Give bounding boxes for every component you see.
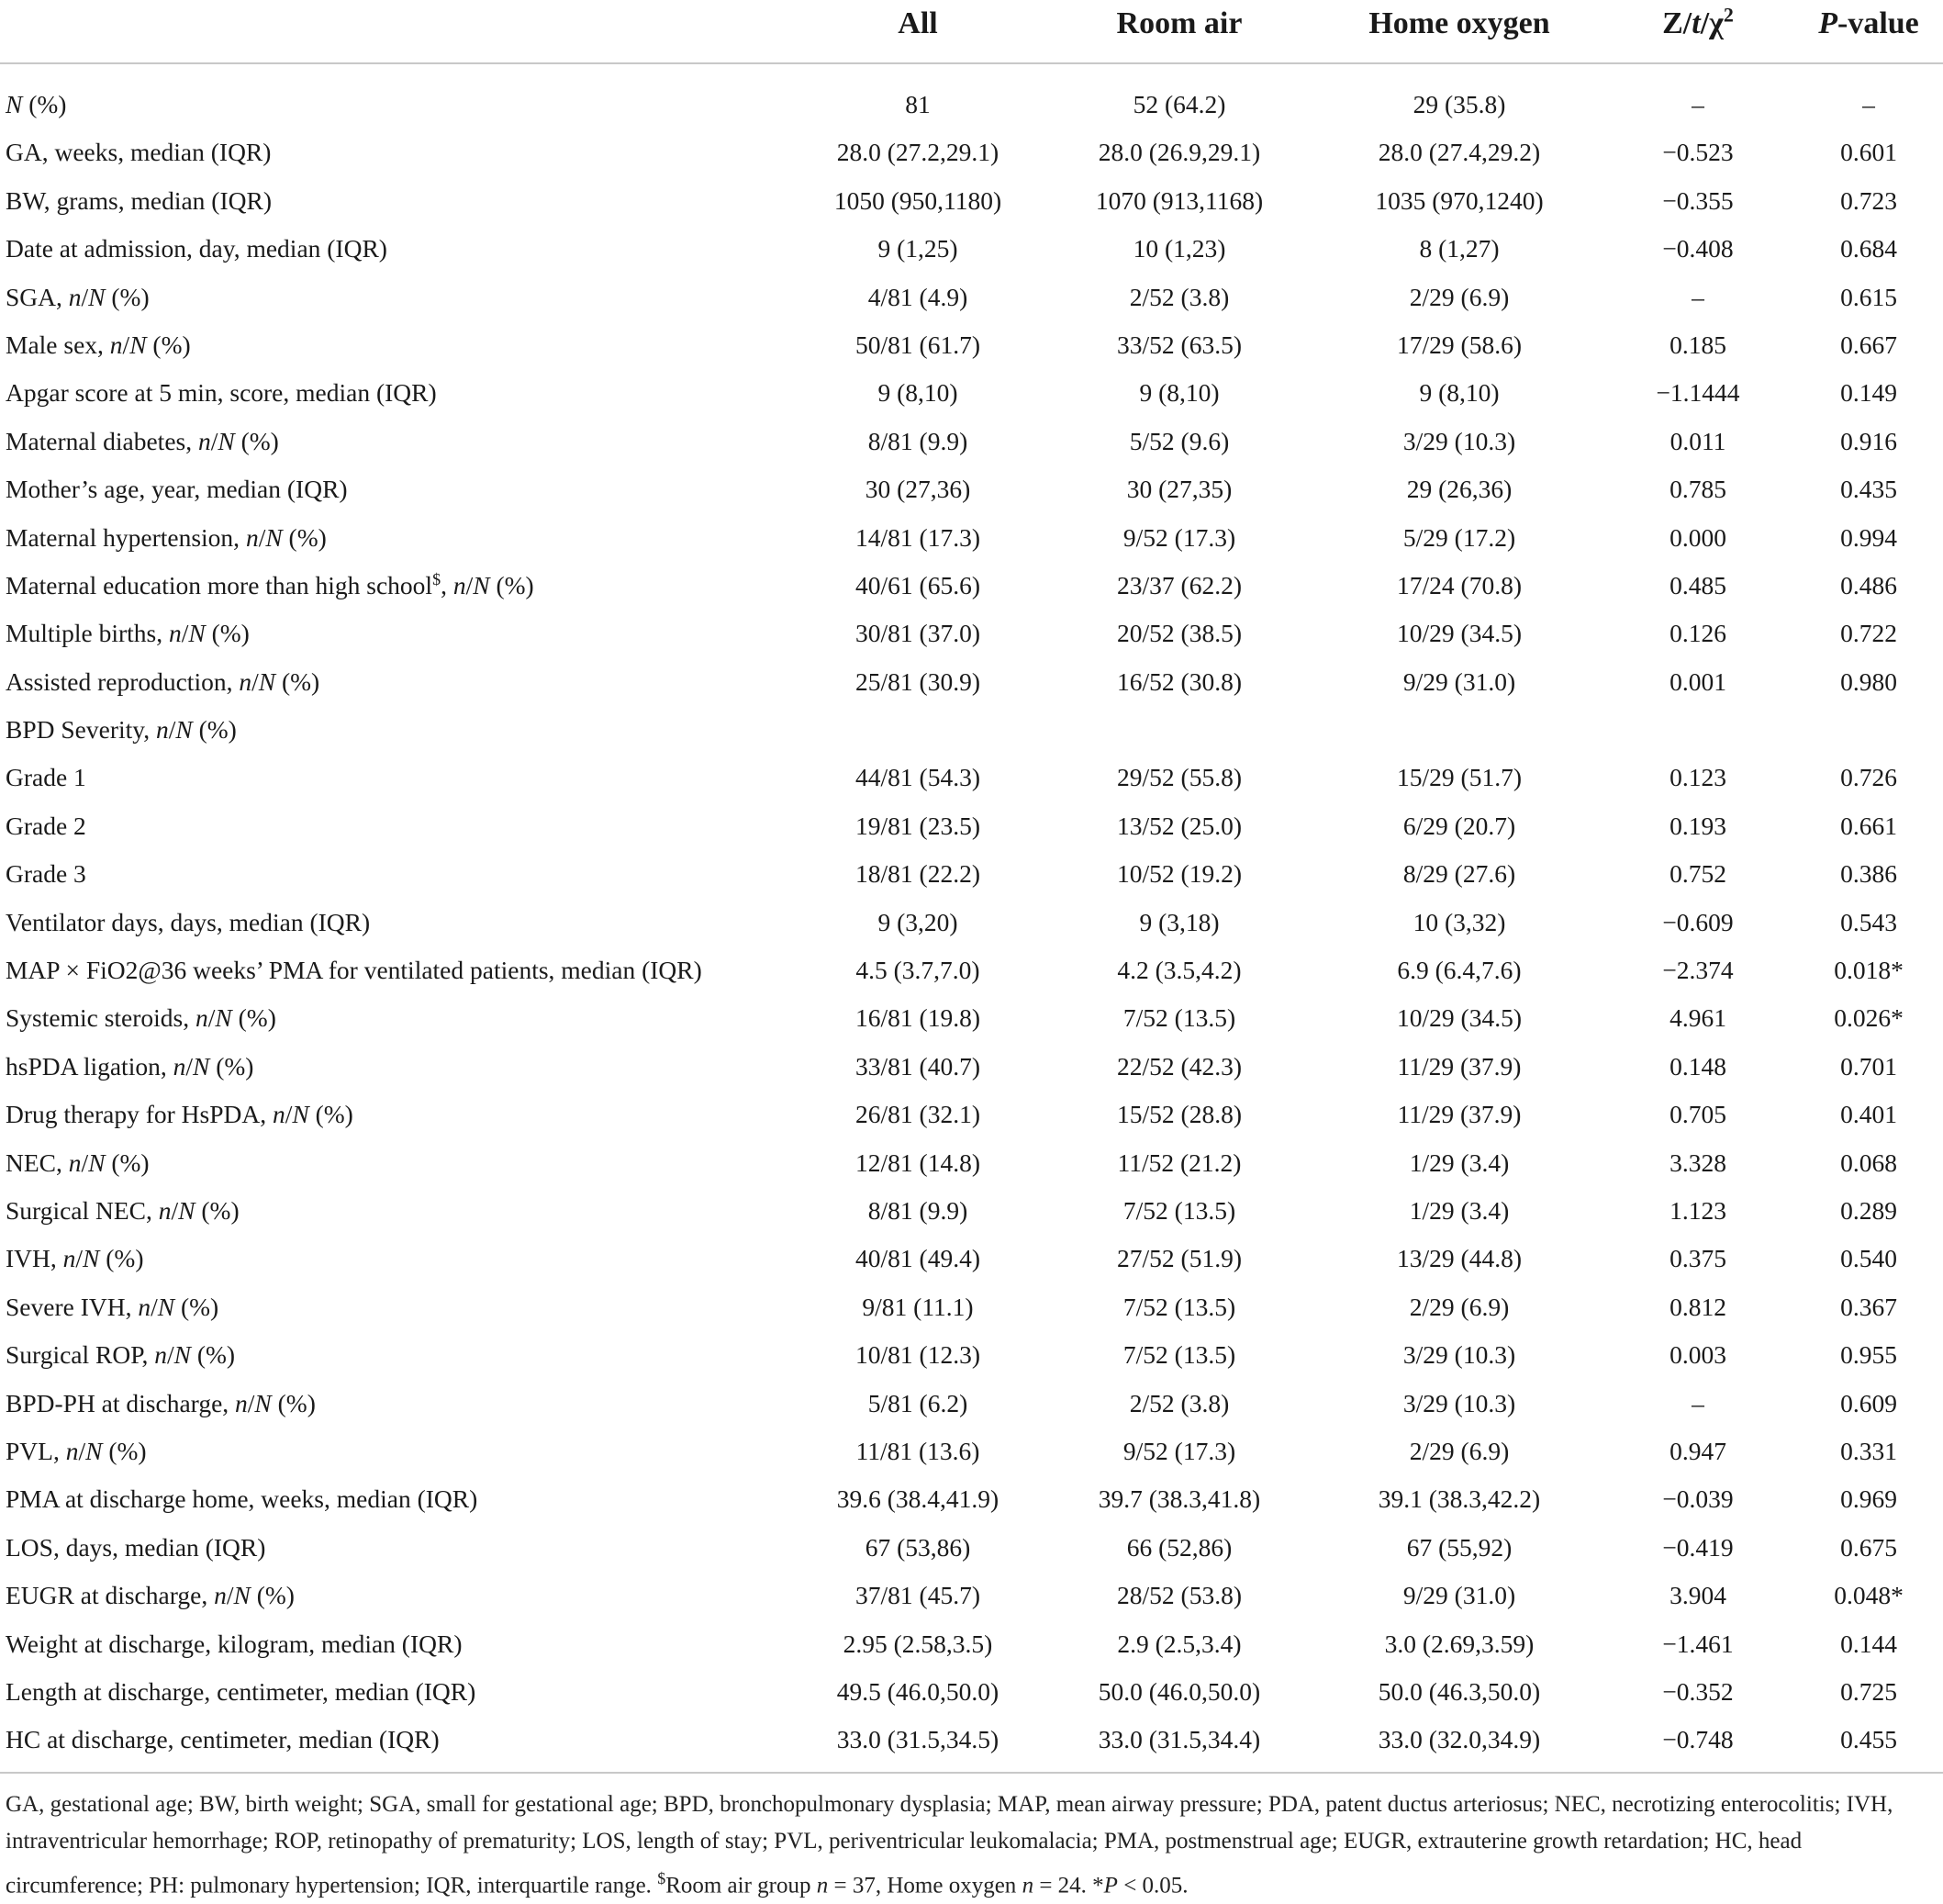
row-label: BPD Severity, n/N (%) [6,715,237,745]
header-stat-sup: 2 [1723,3,1734,27]
cell-home-oxygen: 8 (1,27) [1419,234,1500,263]
cell-statistic: −0.355 [1662,185,1734,215]
row-label: Maternal education more than high school$, n/N (%) [6,569,534,599]
cell-p-value: 0.435 [1840,475,1897,504]
row-label: Drug therapy for HsPDA, n/N (%) [6,1100,353,1129]
cell-home-oxygen: 1035 (970,1240) [1375,185,1544,215]
cell-all: 30/81 (37.0) [855,619,980,648]
cell-home-oxygen: 33.0 (32.0,34.9) [1378,1725,1541,1754]
cell-room-air: 7/52 (13.5) [1122,1340,1236,1370]
table-row [0,1572,1943,1619]
cell-home-oxygen: 67 (55,92) [1406,1532,1513,1562]
cell-statistic: 0.485 [1669,570,1726,599]
cell-statistic: −0.419 [1662,1532,1734,1562]
cell-statistic: −0.609 [1662,907,1734,936]
cell-all: 5/81 (6.2) [867,1388,968,1417]
cell-p-value: 0.675 [1840,1532,1897,1562]
table-row [0,1043,1943,1091]
cell-p-value: 0.386 [1840,859,1897,889]
cell-room-air: 11/52 (21.2) [1117,1148,1242,1177]
row-label: Maternal diabetes, n/N (%) [6,426,279,455]
cell-p-value: 0.144 [1840,1629,1897,1658]
cell-all: 50/81 (61.7) [855,330,980,359]
table-row [0,418,1943,465]
table-row [0,321,1943,369]
cell-room-air: 28/52 (53.8) [1117,1581,1242,1610]
table-row [0,1091,1943,1138]
cell-p-value: 0.540 [1840,1244,1897,1273]
cell-all: 67 (53,86) [865,1532,971,1562]
header-stat-t: t [1692,6,1701,40]
row-label: MAP × FiO2@36 weeks’ PMA for ventilated patients, median (IQR) [6,956,702,985]
table-row [0,1428,1943,1475]
table-row [0,369,1943,417]
cell-p-value: 0.331 [1840,1436,1897,1465]
header-stat-chi: /χ [1700,6,1724,40]
cell-home-oxygen: 5/29 (17.2) [1402,522,1516,552]
cell-room-air: 27/52 (51.9) [1117,1244,1242,1273]
cell-all: 9 (8,10) [877,378,958,408]
cell-statistic: 0.003 [1669,1340,1726,1370]
table-row [0,850,1943,898]
cell-home-oxygen: 17/29 (58.6) [1397,330,1522,359]
cell-home-oxygen: 11/29 (37.9) [1397,1100,1522,1129]
cell-room-air: 22/52 (42.3) [1117,1051,1242,1081]
cell-room-air: 10/52 (19.2) [1117,859,1242,889]
cell-statistic: −0.352 [1662,1676,1734,1706]
cell-statistic: 0.785 [1669,475,1726,504]
cell-room-air: 7/52 (13.5) [1122,1195,1236,1225]
cell-room-air: 10 (1,23) [1133,234,1226,263]
cell-room-air: 9 (3,18) [1139,907,1220,936]
cell-home-oxygen [1326,706,1592,754]
cell-all: 49.5 (46.0,50.0) [836,1676,999,1706]
header-statistic [1602,0,1794,48]
cell-home-oxygen: 28.0 (27.4,29.2) [1378,138,1541,167]
cell-statistic: 4.961 [1669,1003,1726,1033]
cell-p-value: 0.615 [1840,282,1897,311]
table-row [0,1668,1943,1716]
cell-statistic: −0.523 [1662,138,1734,167]
cell-room-air: 52 (64.2) [1133,90,1226,118]
cell-statistic: 0.123 [1669,763,1726,792]
table-row [0,514,1943,562]
cell-all: 39.6 (38.4,41.9) [836,1484,999,1514]
cell-room-air: 30 (27,35) [1126,475,1233,504]
cell-home-oxygen: 6.9 (6.4,7.6) [1397,956,1522,985]
table-row [0,658,1943,706]
cell-p-value: 0.018* [1834,956,1904,985]
cell-p-value: 0.722 [1840,619,1897,648]
cell-statistic: 0.752 [1669,859,1726,889]
cell-all: 2.95 (2.58,3.5) [843,1629,993,1658]
cell-statistic: – [1692,282,1704,311]
cell-all: 81 [905,90,931,118]
row-label: Ventilator days, days, median (IQR) [6,907,371,936]
cell-room-air [1051,706,1308,754]
cell-home-oxygen: 1/29 (3.4) [1409,1195,1510,1225]
cell-home-oxygen: 10/29 (34.5) [1397,1003,1522,1033]
footnote-text-1: GA, gestational age; BW, birth weight; SGA, small for gestational age; BPD, bronchopulmonary dysplasia; MAP, mean airway pressure; PDA, patent ductus arteriosus; NEC, necrotizing enterocolitis; IVH, intraventricular hemorrhage; ROP, retinopathy of prematurity; LOS, length of stay; PVL, periventricular leukomalacia; PMA, postmenstrual age; EUGR, extrauterine growth retardation; HC, head circumference; PH: pulmonary hypertension; IQR, interquartile range. [6,1792,1893,1898]
row-label: PVL, n/N (%) [6,1436,147,1465]
cell-all: 11/81 (13.6) [855,1436,980,1465]
cell-room-air: 9 (8,10) [1139,378,1220,408]
cell-all: 4.5 (3.7,7.0) [855,956,980,985]
cell-room-air: 2.9 (2.5,3.4) [1117,1629,1242,1658]
cell-home-oxygen: 8/29 (27.6) [1402,859,1516,889]
cell-all: 40/61 (65.6) [855,570,980,599]
table-row [0,465,1943,513]
cell-room-air: 23/37 (62.2) [1117,570,1242,599]
table-row [0,1187,1943,1235]
row-label: Systemic steroids, n/N (%) [6,1003,276,1033]
row-label: Mother’s age, year, median (IQR) [6,475,348,504]
cell-statistic: – [1692,1388,1704,1417]
cell-room-air: 2/52 (3.8) [1129,282,1230,311]
row-label: SGA, n/N (%) [6,282,150,311]
cell-p-value: 0.684 [1840,234,1897,263]
cell-room-air: 9/52 (17.3) [1122,1436,1236,1465]
row-label: Grade 2 [6,811,86,840]
cell-home-oxygen: 50.0 (46.3,50.0) [1378,1676,1541,1706]
cell-room-air: 20/52 (38.5) [1117,619,1242,648]
cell-room-air: 50.0 (46.0,50.0) [1098,1676,1261,1706]
row-label: EUGR at discharge, n/N (%) [6,1581,295,1610]
table-body [0,81,1943,1764]
cell-home-oxygen: 3/29 (10.3) [1402,1340,1516,1370]
footnote-p: P [1103,1873,1118,1898]
cell-room-air: 1070 (913,1168) [1095,185,1264,215]
cell-statistic: 0.000 [1669,522,1726,552]
cell-p-value: – [1862,90,1875,118]
cell-all: 19/81 (23.5) [855,811,980,840]
cell-room-air: 9/52 (17.3) [1122,522,1236,552]
footnote-text-3: = 37, Home oxygen [828,1873,1022,1898]
cell-p-value: 0.289 [1840,1195,1897,1225]
row-label: Maternal hypertension, n/N (%) [6,522,327,552]
cell-statistic: −0.408 [1662,234,1734,263]
cell-statistic: −0.039 [1662,1484,1734,1514]
table-row [0,946,1943,994]
cell-statistic: 0.812 [1669,1292,1726,1321]
cell-statistic [1602,706,1794,754]
footnote-text-4: = 24. * [1033,1873,1104,1898]
table-row [0,225,1943,273]
cell-all: 4/81 (4.9) [867,282,968,311]
cell-p-value: 0.601 [1840,138,1897,167]
row-label: LOS, days, median (IQR) [6,1532,266,1562]
cell-all: 9/81 (11.1) [862,1292,974,1321]
cell-p-value: 0.723 [1840,185,1897,215]
cell-home-oxygen: 2/29 (6.9) [1409,282,1510,311]
row-label: Grade 3 [6,859,86,889]
header-room-air: Room air [1116,6,1243,40]
header-home-oxygen: Home oxygen [1368,6,1550,40]
cell-home-oxygen: 17/24 (70.8) [1397,570,1522,599]
row-label: Grade 1 [6,763,86,792]
cell-all: 10/81 (12.3) [855,1340,980,1370]
cell-all: 30 (27,36) [865,475,971,504]
cell-p-value: 0.994 [1840,522,1897,552]
footnote-text-2: Room air group [665,1873,817,1898]
cell-home-oxygen: 2/29 (6.9) [1409,1292,1510,1321]
cell-all: 18/81 (22.2) [855,859,980,889]
cell-home-oxygen: 10/29 (34.5) [1397,619,1522,648]
cell-statistic: 0.001 [1669,666,1726,696]
cell-room-air: 7/52 (13.5) [1122,1292,1236,1321]
cell-room-air: 29/52 (55.8) [1117,763,1242,792]
table-row [0,994,1943,1042]
cell-statistic: 0.193 [1669,811,1726,840]
cell-home-oxygen: 29 (26,36) [1406,475,1513,504]
header-all: All [898,6,938,40]
cell-p-value: 0.149 [1840,378,1897,408]
cell-statistic: 0.947 [1669,1436,1726,1465]
cell-room-air: 15/52 (28.8) [1117,1100,1242,1129]
cell-home-oxygen: 10 (3,32) [1413,907,1506,936]
table-row [0,1235,1943,1282]
cell-statistic: 0.148 [1669,1051,1726,1081]
row-label: PMA at discharge home, weeks, median (IQR) [6,1484,478,1514]
cell-statistic: 3.328 [1669,1148,1726,1177]
cell-home-oxygen: 15/29 (51.7) [1397,763,1522,792]
table-row [0,177,1943,225]
row-label: Multiple births, n/N (%) [6,619,250,648]
cell-p-value: 0.725 [1840,1676,1897,1706]
cell-statistic: −1.1444 [1656,378,1740,408]
footnote-n2: n [1022,1873,1034,1898]
table-row [0,706,1943,754]
cell-p-value: 0.701 [1840,1051,1897,1081]
footnote-sup: $ [657,1869,666,1887]
cell-all: 16/81 (19.8) [855,1003,980,1033]
cell-statistic: 0.185 [1669,330,1726,359]
cell-home-oxygen: 9/29 (31.0) [1402,666,1516,696]
cell-p-value: 0.048* [1834,1581,1904,1610]
cell-p-value: 0.609 [1840,1388,1897,1417]
table-row [0,1620,1943,1668]
cell-room-air: 39.7 (38.3,41.8) [1098,1484,1261,1514]
cell-all: 1050 (950,1180) [833,185,1002,215]
cell-p-value: 0.667 [1840,330,1897,359]
cell-all: 33/81 (40.7) [855,1051,980,1081]
cell-home-oxygen: 2/29 (6.9) [1409,1436,1510,1465]
row-label: HC at discharge, centimeter, median (IQR) [6,1725,440,1754]
cell-all: 40/81 (49.4) [855,1244,980,1273]
cell-home-oxygen: 39.1 (38.3,42.2) [1378,1484,1541,1514]
row-label: GA, weeks, median (IQR) [6,138,272,167]
table-row [0,1331,1943,1379]
row-label: Assisted reproduction, n/N (%) [6,666,320,696]
cell-room-air: 4.2 (3.5,4.2) [1117,956,1242,985]
cell-statistic: −0.748 [1662,1725,1734,1754]
footnote-text-5: < 0.05. [1117,1873,1189,1898]
cell-statistic: −2.374 [1662,956,1734,985]
table-row [0,1475,1943,1523]
cell-p-value [1799,706,1938,754]
cell-p-value: 0.969 [1840,1484,1897,1514]
cell-home-oxygen: 9/29 (31.0) [1402,1581,1516,1610]
row-label: Date at admission, day, median (IQR) [6,234,387,263]
table-row [0,274,1943,321]
row-label: NEC, n/N (%) [6,1148,150,1177]
footnote [0,1772,1943,1904]
header-p-italic: P [1818,6,1837,40]
cell-statistic: 0.011 [1669,426,1726,455]
cell-p-value: 0.068 [1840,1148,1897,1177]
cell-room-air: 33/52 (63.5) [1117,330,1242,359]
cell-all: 26/81 (32.1) [855,1100,980,1129]
cell-room-air: 66 (52,86) [1126,1532,1233,1562]
cell-all: 9 (1,25) [877,234,958,263]
row-label: BW, grams, median (IQR) [6,185,272,215]
table-header [0,0,1943,64]
table-row [0,1716,1943,1764]
cell-p-value: 0.543 [1840,907,1897,936]
cell-home-oxygen: 3.0 (2.69,3.59) [1384,1629,1535,1658]
row-label: Surgical NEC, n/N (%) [6,1195,240,1225]
cell-p-value: 0.026* [1834,1003,1904,1033]
cell-all: 8/81 (9.9) [867,1195,968,1225]
cell-all: 33.0 (31.5,34.5) [836,1725,999,1754]
table-row [0,1524,1943,1572]
table-row [0,899,1943,946]
cell-room-air: 33.0 (31.5,34.4) [1098,1725,1261,1754]
cell-statistic: −1.461 [1662,1629,1734,1658]
cell-all: 25/81 (30.9) [855,666,980,696]
row-label: Severe IVH, n/N (%) [6,1292,219,1321]
cell-p-value: 0.401 [1840,1100,1897,1129]
cell-p-value: 0.980 [1840,666,1897,696]
row-label: Surgical ROP, n/N (%) [6,1340,236,1370]
cell-statistic: 0.126 [1669,619,1726,648]
cell-all: 9 (3,20) [877,907,958,936]
row-label: BPD-PH at discharge, n/N (%) [6,1388,316,1417]
cell-room-air: 2/52 (3.8) [1129,1388,1230,1417]
cell-home-oxygen: 3/29 (10.3) [1402,426,1516,455]
cell-all: 14/81 (17.3) [855,522,980,552]
cell-all [789,706,1046,754]
table-row [0,1283,1943,1331]
header-p-rest: -value [1837,6,1919,40]
table-row [0,754,1943,801]
cell-p-value: 0.661 [1840,811,1897,840]
row-label: Male sex, n/N (%) [6,330,191,359]
cell-statistic: – [1692,90,1704,118]
cell-all: 44/81 (54.3) [855,763,980,792]
table-row [0,610,1943,657]
cell-statistic: 3.904 [1669,1581,1726,1610]
cell-room-air: 28.0 (26.9,29.1) [1098,138,1261,167]
row-label: N (%) [6,90,67,118]
cell-home-oxygen: 29 (35.8) [1413,90,1506,118]
cell-statistic: 0.375 [1669,1244,1726,1273]
cell-home-oxygen: 3/29 (10.3) [1402,1388,1516,1417]
cell-statistic: 0.705 [1669,1100,1726,1129]
table-row [0,81,1943,129]
cell-p-value: 0.486 [1840,570,1897,599]
row-label: Length at discharge, centimeter, median (IQR) [6,1676,476,1706]
row-label: Weight at discharge, kilogram, median (IQR) [6,1629,463,1658]
table-row [0,802,1943,850]
header-stat-prefix: Z/ [1662,6,1692,40]
cell-p-value: 0.726 [1840,763,1897,792]
row-label: Apgar score at 5 min, score, median (IQR) [6,378,437,408]
table-row [0,562,1943,610]
cell-statistic: 1.123 [1669,1195,1726,1225]
cell-home-oxygen: 9 (8,10) [1419,378,1500,408]
footnote-n1: n [816,1873,829,1898]
cell-room-air: 7/52 (13.5) [1122,1003,1236,1033]
cell-p-value: 0.916 [1840,426,1897,455]
table-row [0,1139,1943,1187]
cell-p-value: 0.955 [1840,1340,1897,1370]
row-label: IVH, n/N (%) [6,1244,144,1273]
cell-room-air: 5/52 (9.6) [1129,426,1230,455]
cell-room-air: 16/52 (30.8) [1117,666,1242,696]
cell-home-oxygen: 13/29 (44.8) [1397,1244,1522,1273]
table-row [0,1380,1943,1428]
cell-p-value: 0.455 [1840,1725,1897,1754]
cell-all: 37/81 (45.7) [855,1581,980,1610]
cell-all: 8/81 (9.9) [867,426,968,455]
cell-all: 28.0 (27.2,29.1) [836,138,999,167]
row-label: hsPDA ligation, n/N (%) [6,1051,254,1081]
cell-all: 12/81 (14.8) [855,1148,980,1177]
header-p-value [1799,0,1938,48]
cell-home-oxygen: 6/29 (20.7) [1402,811,1516,840]
table-row [0,129,1943,176]
cell-p-value: 0.367 [1840,1292,1897,1321]
cell-home-oxygen: 1/29 (3.4) [1409,1148,1510,1177]
cell-home-oxygen: 11/29 (37.9) [1397,1051,1522,1081]
cell-room-air: 13/52 (25.0) [1117,811,1242,840]
